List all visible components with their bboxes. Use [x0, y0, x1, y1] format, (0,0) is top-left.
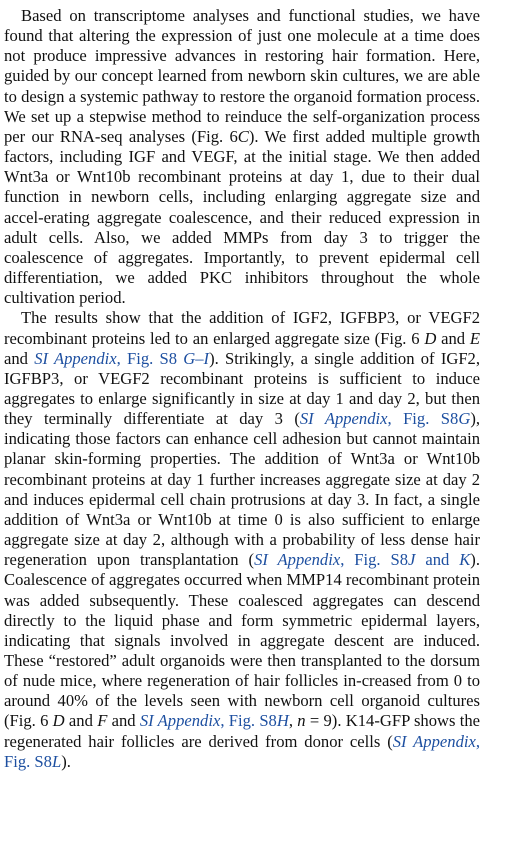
reference-link[interactable]: SI Appendix [254, 550, 341, 570]
reference-link[interactable]: , Fig. S8 [387, 409, 459, 429]
paragraph-1 [4, 6, 480, 308]
reference-link[interactable]: J [408, 550, 416, 570]
body-text: = 9). K14-GFP shows the regenerated hair follicles are derived from donor cells ( [4, 711, 481, 751]
italic-text: D [52, 711, 65, 731]
reference-link[interactable]: SI Appendix [34, 348, 117, 368]
italic-text: E [469, 328, 481, 348]
reference-link[interactable]: SI Appendix [139, 711, 221, 731]
italic-text: n [297, 711, 306, 731]
reference-link[interactable]: , Fig. S8 [340, 550, 409, 570]
body-text: Based on transcriptome analyses and functional studies, we have found that altering the expression of just one molecule at a time does not produce impressive advances in restoring hair formation. Here, guided by our concept learned from newborn skin cultures, we are able to design a systemic pathway to restore the organoid formation process. We set up a stepwise method to reinduce the self-organization process per our RNA-seq analyses (Fig. 6 [4, 6, 480, 146]
body-text: and [64, 711, 98, 731]
reference-link[interactable]: L [51, 751, 62, 771]
reference-link[interactable]: SI Appendix [299, 409, 388, 429]
italic-text: C [237, 126, 249, 146]
reference-link[interactable]: K [459, 550, 471, 570]
reference-link[interactable]: , Fig. S8 [116, 348, 184, 368]
body-text: and [436, 328, 470, 348]
body-text: and [4, 348, 35, 368]
reference-link[interactable]: , Fig. S8 [220, 711, 277, 731]
italic-text: D [424, 328, 437, 348]
body-text: , [288, 711, 298, 731]
reference-link[interactable]: H [276, 711, 289, 731]
body-text: ). Coalescence of aggregates occurred when MMP14 recombinant protein was added subsequently. These coalesced aggregates can descend directly to the liquid phase and form symmetric epidermal layers, indicating that signals involved in aggregate descent are induced. These “restored” adult organoids were then transplanted to the dorsum of nude mice, where regeneration of hair follicles in-creased from 0 to around 40% of the levels seen with newborn cell organoid cultures (Fig. 6 [4, 550, 480, 731]
body-text: The results show that the addition of IGF2, IGFBP3, or VEGF2 recombinant proteins led to an enlarged aggregate size (Fig. 6 [4, 308, 480, 348]
body-text: ). We first added multiple growth factors, including IGF and VEGF, at the initial stage. We then added Wnt3a or Wnt10b recombinant proteins at day 1, due to their dual function in newborn cells, including enlarging aggregate size and accel-erating aggregate coalescence, and their reduced expression in adult cells. Also, we added MMPs from day 3 to trigger the coalescence of aggregates. Importantly, to prevent epidermal cell differentiation, we added PKC inhibitors throughout the whole cultivation period. [4, 126, 480, 308]
body-text: ). Strikingly, a single addition of IGF2, IGFBP3, or VEGF2 recombinant proteins is sufficient to induce aggregates to enlarge significantly in size at day 1 and day 2, but then they terminally differentiate at day 3 ( [4, 348, 480, 429]
reference-link[interactable]: G [458, 409, 471, 429]
reference-link[interactable]: G–I [183, 348, 210, 368]
italic-text: F [97, 711, 108, 731]
body-text: ), indicating those factors can enhance cell adhesion but cannot maintain planar skin-forming properties. The addition of Wnt3a or Wnt10b recombinant proteins at day 1 further increases aggregate size at day 2 and induces epidermal cell chain protrusions at day 3. In fact, a single addition of Wnt3a or Wnt10b at time 0 is also sufficient to enlarge aggregate size at day 2, although with a probability of less dense hair regeneration upon transplantation ( [4, 409, 480, 570]
reference-link[interactable]: , Fig. S8 [4, 731, 480, 771]
body-text: ). [61, 751, 71, 771]
reference-link[interactable]: SI Appendix [392, 731, 476, 751]
reference-link[interactable]: and [415, 550, 460, 570]
paragraph-2 [4, 308, 480, 772]
body-text: and [107, 711, 140, 731]
